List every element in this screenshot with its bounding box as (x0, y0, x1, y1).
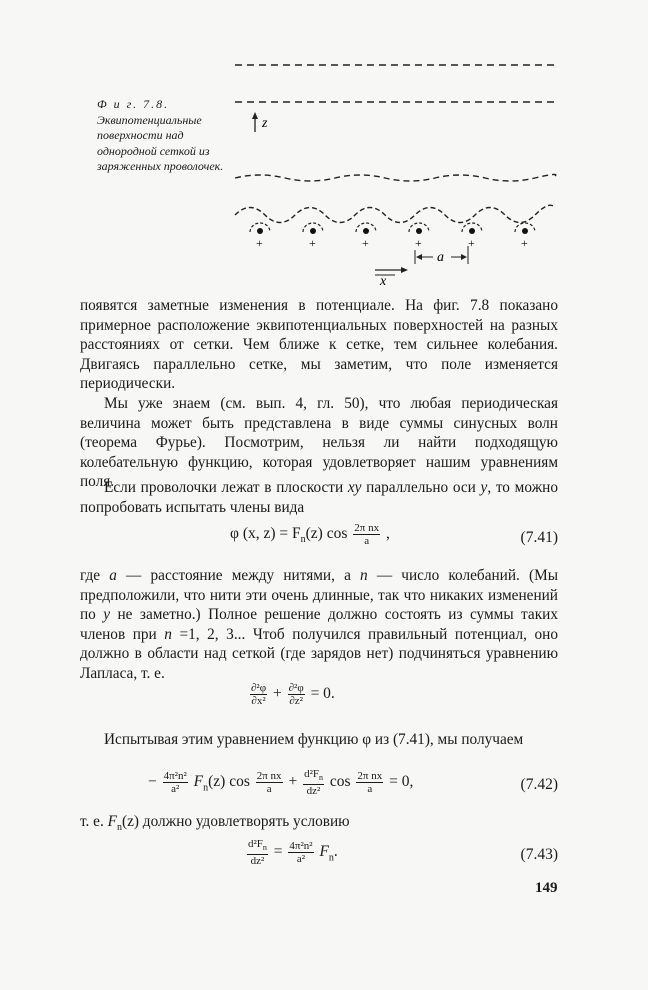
eq743-eq: = (273, 843, 283, 861)
eq742-cos1: (z) cos (208, 773, 250, 791)
x-arrow-head (401, 267, 408, 273)
a-label: a (437, 250, 444, 265)
eq743-num1-wrap (247, 838, 268, 855)
equipotential-figure (225, 50, 565, 290)
eq742-num3-wrap (303, 768, 324, 785)
paragraph-1-text: появятся заметные изменения в потенциале. На фиг. 7.8 показано примерное расположение эквипотенциальных поверхностей на разных расстояниях от сетки. Чем ближе к сетке, тем сильнее колебания. Двигаясь параллельно сетке, мы заметим, что поле изменяется периодически. (80, 297, 558, 393)
paragraph-5 (80, 730, 558, 750)
p3-var-xy: xy (347, 479, 362, 496)
z-axis-label: z (262, 116, 268, 131)
eq743-num2: 4π²n² (289, 840, 313, 853)
eq742-minus: − (148, 773, 157, 791)
equipotential-line-3 (235, 174, 556, 181)
eq743-frac-1 (247, 838, 268, 867)
eq742-cos2: cos (329, 773, 351, 791)
eq742-frac-1 (163, 770, 188, 795)
equation-7-42 (148, 768, 413, 797)
lap-plus: + (272, 685, 282, 703)
eq742-den4: a (367, 783, 373, 796)
eq742-F: F (193, 773, 204, 791)
eq743-sub: n (328, 852, 334, 864)
eq741-sub: n (300, 534, 306, 546)
p3-text-a: Если проволочки лежат в плоскости (104, 479, 348, 496)
equation-number-7-42: (7.42) (520, 776, 558, 793)
lap-frac-2 (288, 682, 305, 707)
equation-number-7-41: (7.41) (520, 529, 558, 546)
eq741-tail: , (385, 525, 390, 543)
z-arrow-head (252, 112, 258, 119)
lap-rhs: = 0. (310, 685, 335, 703)
p3-var-y: y (480, 479, 488, 496)
p4-var-y: y (103, 606, 111, 624)
p6-text-b: (z) должно удовлетворять условию (121, 813, 350, 830)
eq743-frac-2 (288, 840, 313, 865)
eq742-num2: 2π nx (256, 770, 282, 783)
eq742-den3: dz² (306, 785, 321, 798)
lap-den1: ∂x² (251, 695, 266, 707)
p4-var-n2: n (164, 625, 172, 643)
eq743-den2: a² (296, 853, 306, 866)
charge-plus: + (309, 236, 316, 250)
eq742-frac-3 (303, 768, 324, 797)
paragraph-3 (80, 478, 558, 517)
lap-frac-1 (250, 682, 267, 707)
eq742-num3-sub: n (318, 773, 323, 783)
p4-text-d: не заметно.) Полное решение должно состоять из суммы таких членов при (80, 606, 558, 643)
eq742-rhs: = 0, (389, 773, 414, 791)
eq742-den2: a (266, 783, 272, 796)
paragraph-1 (80, 296, 558, 394)
p3-text-c: , то можно попробовать испытать члены вида (80, 479, 558, 516)
eq742-den1: a² (171, 783, 180, 796)
eq741-den: a (364, 535, 370, 547)
laplace-equation (248, 682, 335, 707)
page-number: 149 (535, 880, 558, 896)
p6-text-a: т. е. (80, 813, 108, 830)
p4-var-n: n (360, 567, 368, 584)
equation-7-43 (245, 838, 338, 867)
wire-dot (257, 228, 263, 234)
eq743-F: F (319, 843, 329, 861)
figure-caption-text: Эквипотенциальные поверхности над однородной сеткой из заряженных проволочек. (97, 112, 224, 173)
eq743-num1-sub: n (262, 843, 267, 853)
eq742-plus: + (288, 773, 298, 791)
eq741-num: 2π nx (354, 522, 380, 534)
eq743-num1: d²F (248, 838, 263, 850)
eq742-num1: 4π²n² (163, 770, 187, 783)
wire-dot (522, 228, 528, 234)
a-arrow-right (461, 254, 467, 260)
charge-plus: + (256, 236, 263, 250)
eq742-sub: n (203, 782, 209, 794)
paragraph-4 (80, 566, 558, 684)
p4-text-c: — число колебаний. (Мы предположили, что нити эти очень длинные, так что никаких изменений по (80, 567, 559, 624)
charged-wires (250, 223, 535, 250)
lap-den2: ∂z² (289, 695, 303, 707)
wire-dot (363, 228, 369, 234)
lap-num1: ∂²φ (251, 682, 267, 694)
p4-text-a: где (80, 567, 110, 584)
equation-7-41 (230, 522, 390, 547)
equipotential-line-4 (235, 205, 555, 222)
figure-caption (97, 97, 225, 175)
eq742-frac-4 (356, 770, 383, 795)
paragraph-2-text: Мы уже знаем (см. вып. 4, гл. 50), что любая периодическая величина может быть представлена в виде суммы синусных волн (теорема Фурье). Посмотрим, нельзя ли найти подходящую колебательную функцию, которая удовлетворяет нашим уравнениям поля. (80, 395, 558, 491)
eq741-mid: (z) cos (305, 525, 348, 543)
figure-label: Ф и г. 7.8. (97, 97, 170, 111)
charge-plus: + (468, 236, 475, 250)
charge-plus: + (521, 236, 528, 250)
x-axis-label: x (380, 274, 387, 289)
p4-text-b: — расстояние между нитями, а (116, 567, 361, 584)
paragraph-5-text: Испытывая этим уравнением функцию φ из (7.41), мы получаем (104, 731, 524, 748)
eq742-num3: d²F (304, 768, 319, 780)
p4-var-a: a (109, 567, 117, 584)
wire-dot (310, 228, 316, 234)
eq742-num4: 2π nx (357, 770, 383, 783)
p3-text-b: параллельно оси (361, 479, 481, 496)
wire-dot (416, 228, 422, 234)
eq741-fraction (353, 522, 380, 547)
a-arrow-left (416, 254, 422, 260)
eq741-lhs: φ (x, z) = F (230, 525, 301, 543)
wire-dot (469, 228, 475, 234)
equation-number-7-43: (7.43) (520, 846, 558, 863)
p6-var-F: F (107, 813, 117, 830)
p4-text-e: =1, 2, 3... Чтоб получился правильный потенциал, оно должно в области над сеткой (где зарядов нет) подчиняться уравнению Лапласа, т. е. (80, 625, 558, 682)
paragraph-6 (80, 812, 558, 838)
lap-num2: ∂²φ (288, 682, 304, 694)
charge-plus: + (415, 236, 422, 250)
charge-plus: + (362, 236, 369, 250)
eq743-den1: dz² (250, 855, 265, 868)
p6-sub-n: n (116, 822, 122, 834)
eq743-tail: . (333, 843, 338, 861)
eq742-frac-2 (256, 770, 283, 795)
